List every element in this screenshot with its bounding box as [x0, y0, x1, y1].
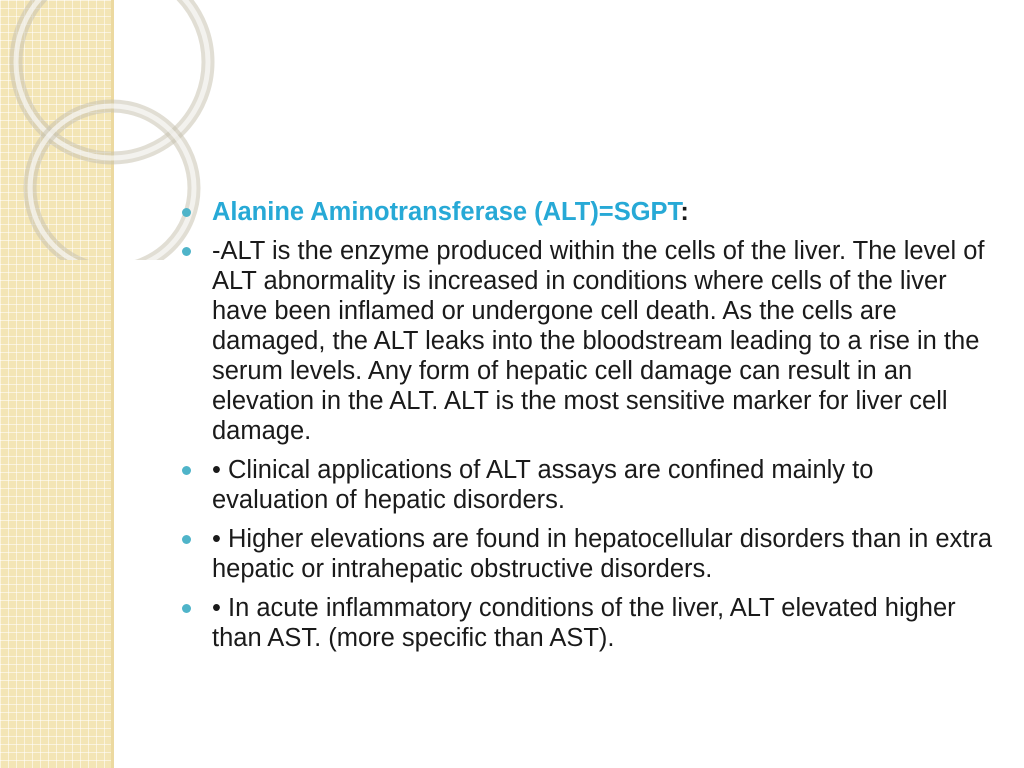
list-item-heading	[180, 197, 995, 227]
slide-body	[180, 197, 995, 662]
round-bullet-icon	[182, 604, 191, 613]
list-item	[180, 593, 995, 653]
list-item	[180, 455, 995, 515]
round-bullet-icon	[182, 247, 191, 256]
round-bullet-icon	[182, 466, 191, 475]
round-bullet-icon	[182, 535, 191, 544]
bullet-list	[180, 197, 995, 653]
slide-heading: Alanine Aminotransferase (ALT)=SGPT	[212, 198, 681, 226]
list-item-text: • Clinical applications of ALT assays are confined mainly to evaluation of hepatic disorders.	[212, 456, 874, 514]
list-item	[180, 236, 995, 446]
list-item	[180, 524, 995, 584]
list-item-text: -ALT is the enzyme produced within the cells of the liver. The level of ALT abnormality is increased in conditions where cells of the liver have been inflamed or undergone cell death. As the cells are damaged, the ALT leaks into the bloodstream leading to a rise in the serum levels. Any form of hepatic cell damage can result in an elevation in the ALT. ALT is the most sensitive marker for liver cell damage.	[212, 237, 985, 445]
heading-colon: :	[680, 198, 689, 226]
list-item-text: • In acute inflammatory conditions of the liver, ALT elevated higher than AST. (more specific than AST).	[212, 594, 956, 652]
round-bullet-icon	[182, 208, 191, 217]
list-item-text: • Higher elevations are found in hepatocellular disorders than in extra hepatic or intrahepatic obstructive disorders.	[212, 525, 993, 583]
